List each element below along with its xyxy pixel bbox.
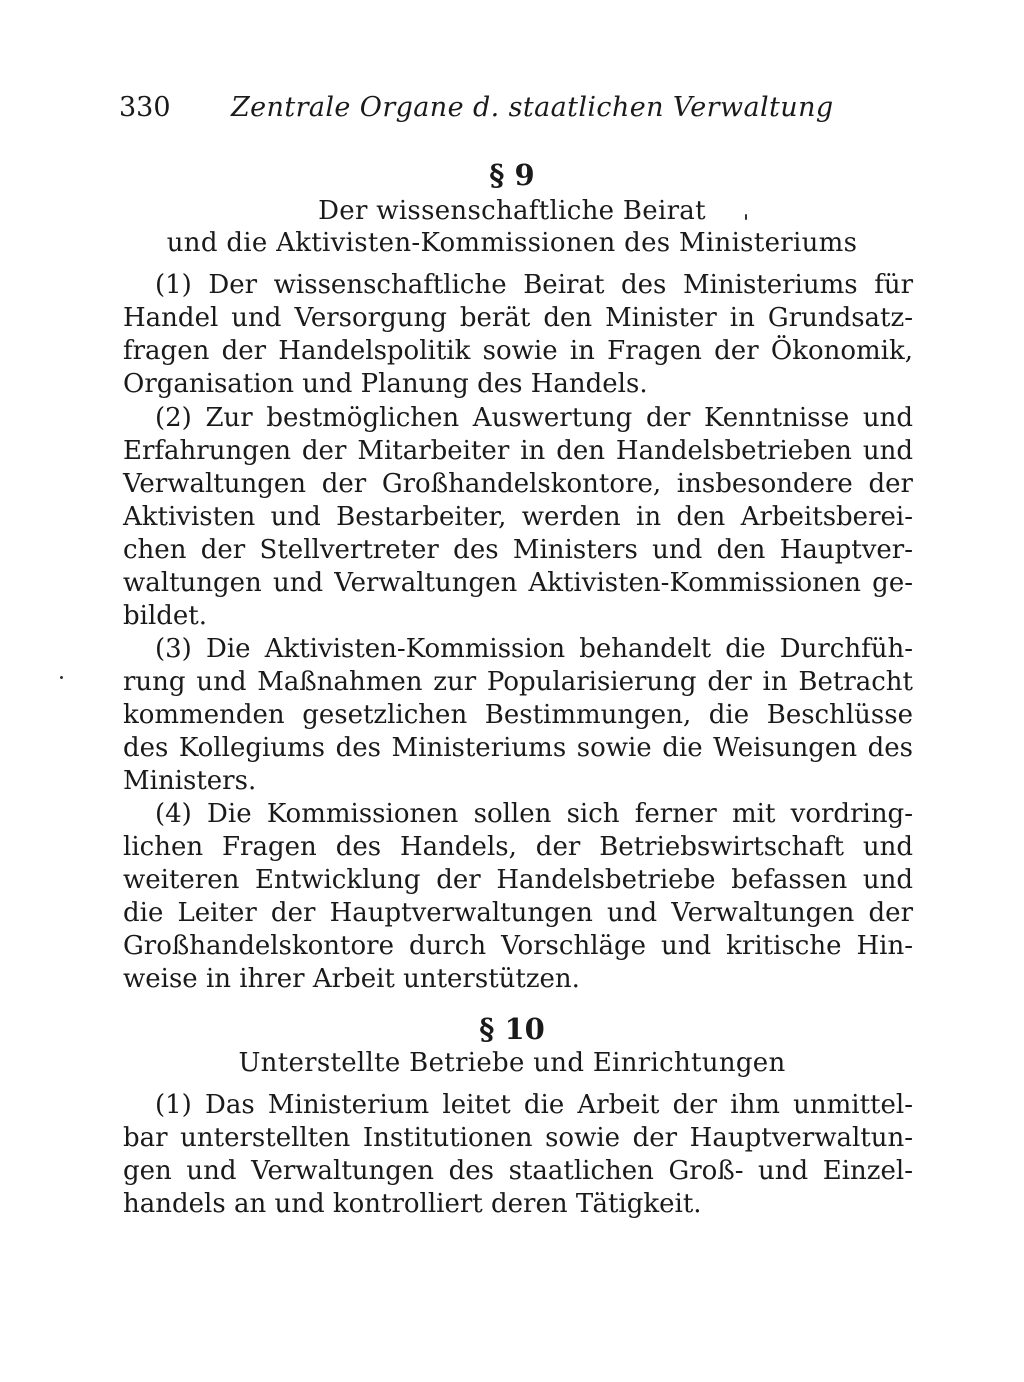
text-line: handels an und kontrolliert deren Tätigkeit. <box>123 1189 702 1219</box>
text-line: (3) Die Aktivisten-Kommission behandelt die Durchfüh- <box>155 634 913 664</box>
text-line: Verwaltungen der Großhandelskontore, insbesondere der <box>123 469 913 499</box>
text-line: rung und Maßnahmen zur Popularisierung der in Betracht <box>123 667 913 697</box>
section-9-title-line-1: Der wissenschaftliche Beirat <box>318 196 706 226</box>
text-line: (1) Der wissenschaftliche Beirat des Ministeriums für <box>155 270 913 300</box>
text-line: Ministers. <box>123 766 257 796</box>
text-line: Organisation und Planung des Handels. <box>123 369 648 399</box>
text-line: (4) Die Kommissionen sollen sich ferner mit vordring- <box>155 799 913 829</box>
scan-speck <box>745 214 747 220</box>
text-line: bildet. <box>123 601 208 631</box>
text-line: lichen Fragen des Handels, der Betriebswirtschaft und <box>123 832 913 862</box>
section-10-title: Unterstellte Betriebe und Einrichtungen <box>238 1048 786 1078</box>
text-line: (2) Zur bestmöglichen Auswertung der Kenntnisse und <box>155 403 913 433</box>
text-line: (1) Das Ministerium leitet die Arbeit der ihm unmittel- <box>155 1090 913 1120</box>
text-line: die Leiter der Hauptverwaltungen und Verwaltungen der <box>123 898 913 928</box>
text-line: waltungen und Verwaltungen Aktivisten-Kommissionen ge- <box>123 568 913 598</box>
text-line: Erfahrungen der Mitarbeiter in den Handelsbetrieben und <box>123 436 913 466</box>
text-line: weiteren Entwicklung der Handelsbetriebe befassen und <box>123 865 913 895</box>
running-title: Zentrale Organe d. staatlichen Verwaltung <box>231 92 834 123</box>
text-line: Aktivisten und Bestarbeiter, werden in den Arbeitsberei- <box>123 502 913 532</box>
text-line: Großhandelskontore durch Vorschläge und kritische Hin- <box>123 931 913 961</box>
section-9-title-line-2: und die Aktivisten-Kommissionen des Ministeriums <box>166 228 858 258</box>
text-line: kommenden gesetzlichen Bestimmungen, die Beschlüsse <box>123 700 913 730</box>
scan-speck <box>60 676 63 679</box>
text-line: Handel und Versorgung berät den Minister in Grundsatz- <box>123 303 913 333</box>
text-line: weise in ihrer Arbeit unterstützen. <box>123 964 580 994</box>
text-line: fragen der Handelspolitik sowie in Fragen der Ökonomik, <box>123 336 913 366</box>
section-9-mark: § 9 <box>489 158 535 192</box>
text-line: bar unterstellten Institutionen sowie der Hauptverwaltun- <box>123 1123 913 1153</box>
section-10-mark: § 10 <box>479 1012 545 1046</box>
text-line: des Kollegiums des Ministeriums sowie die Weisungen des <box>123 733 913 763</box>
page-header <box>119 92 834 132</box>
page-number: 330 <box>119 92 171 123</box>
text-line: chen der Stellvertreter des Ministers und den Hauptver- <box>123 535 913 565</box>
text-line: gen und Verwaltungen des staatlichen Groß- und Einzel- <box>123 1156 913 1186</box>
